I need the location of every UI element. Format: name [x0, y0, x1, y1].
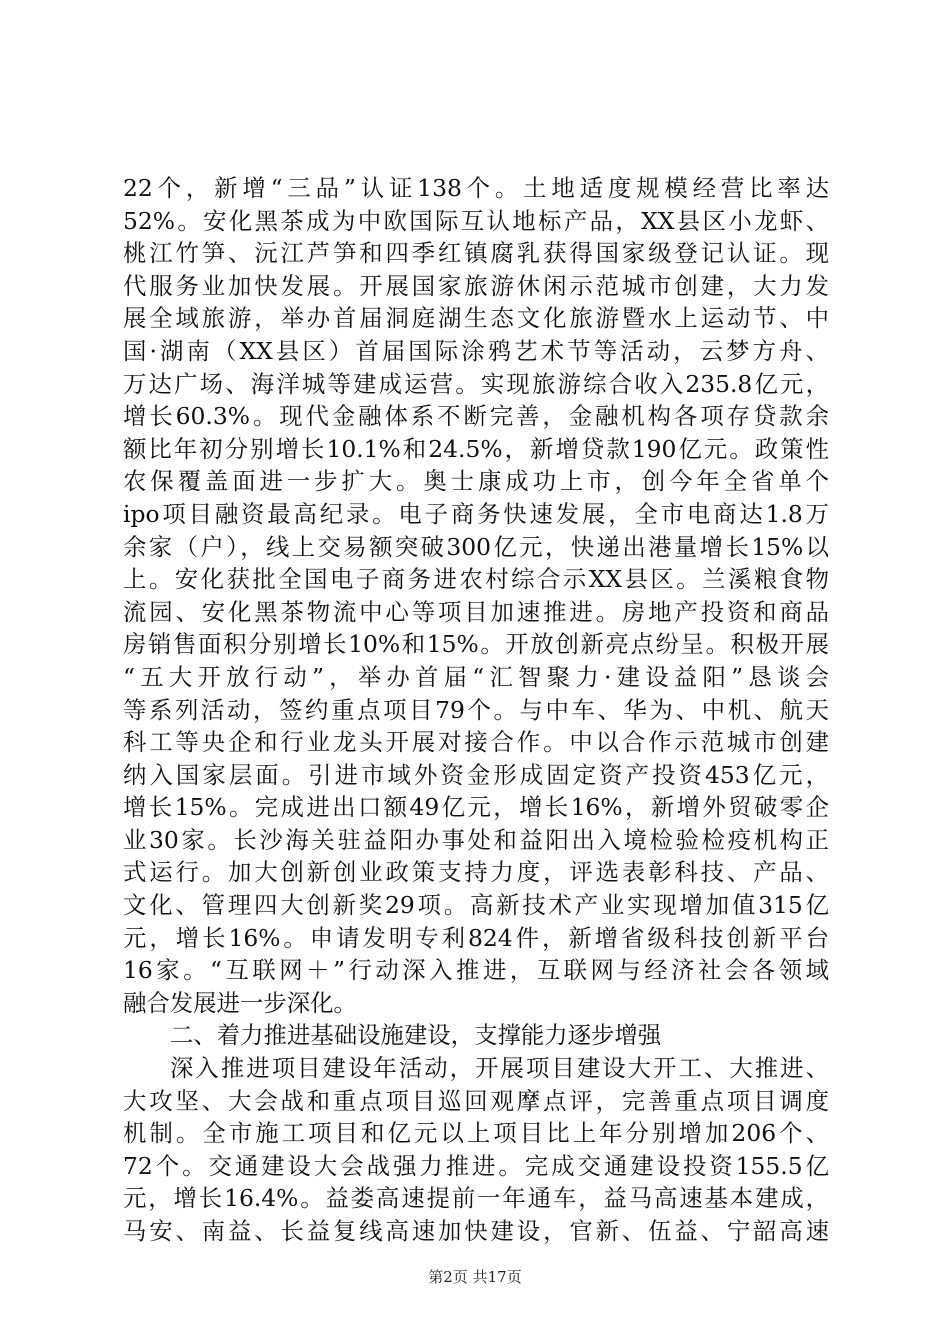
page-footer: 第2页 共17页	[428, 1268, 522, 1286]
text-line: 22个，新增“三品”认证138个。土地适度规模经营比率达	[123, 174, 829, 202]
text-line: 额比年初分别增长10.1%和24.5%，新增贷款190亿元。政策性	[123, 434, 829, 463]
text-line: 机制。全市施工项目和亿元以上项目比上年分别增加206个、	[123, 1119, 829, 1148]
text-line: 国·湖南（XX县区）首届国际涂鸦艺术节等活动，云梦方舟、	[123, 336, 829, 365]
text-line: 流园、安化黑茶物流中心等项目加速推进。房地产投资和商品	[123, 597, 829, 626]
text-line: 大攻坚、大会战和重点项目巡回观摩点评，完善重点项目调度	[123, 1086, 829, 1115]
text-line: 式运行。加大创新创业政策支持力度，评选表彰科技、产品、	[123, 858, 829, 887]
text-line: 纳入国家层面。引进市域外资金形成固定资产投资453亿元，	[123, 760, 829, 789]
text-line: 72个。交通建设大会战强力推进。完成交通建设投资155.5亿	[123, 1151, 829, 1180]
text-line: 16家。“互联网＋”行动深入推进，互联网与经济社会各领域	[123, 956, 829, 985]
text-line: 增长60.3%。现代金融体系不断完善，金融机构各项存贷款余	[123, 402, 829, 431]
text-line: ipo项目融资最高纪录。电子商务快速发展，全市电商达1.8万	[123, 499, 829, 528]
text-line: 业30家。长沙海关驻益阳办事处和益阳出入境检验检疫机构正	[123, 825, 829, 854]
text-line: 等系列活动，签约重点项目79个。与中车、华为、中机、航天	[123, 695, 829, 724]
text-line: 余家（户），线上交易额突破300亿元，快递出港量增长15%以	[123, 532, 829, 561]
text-line: 房销售面积分别增长10%和15%。开放创新亮点纷呈。积极开展	[123, 630, 829, 659]
text-line: “五大开放行动”，举办首届“汇智聚力·建设益阳”恳谈会	[123, 662, 829, 691]
text-line: 元，增长16%。申请发明专利824件，新增省级科技创新平台	[123, 923, 829, 952]
section-heading: 二、着力推进基础设施建设，支撑能力逐步增强	[170, 1021, 662, 1050]
text-line: 深入推进项目建设年活动，开展项目建设大开工、大推进、	[170, 1054, 829, 1083]
text-line: 桃江竹笋、沅江芦笋和四季红镇腐乳获得国家级登记认证。现	[123, 239, 829, 268]
text-line: 上。安化获批全国电子商务进农村综合示XX县区。兰溪粮食物	[123, 565, 829, 594]
text-line: 万达广场、海洋城等建成运营。实现旅游综合收入235.8亿元，	[123, 369, 829, 398]
text-line: 科工等央企和行业龙头开展对接合作。中以合作示范城市创建	[123, 728, 829, 757]
text-line: 融合发展进一步深化。	[123, 988, 357, 1017]
text-line: 马安、南益、长益复线高速加快建设，官新、伍益、宁韶高速	[123, 1217, 829, 1245]
text-line: 展全域旅游，举办首届洞庭湖生态文化旅游暨水上运动节、中	[123, 304, 829, 333]
text-line: 增长15%。完成进出口额49亿元，增长16%，新增外贸破零企	[123, 793, 829, 822]
text-line: 文化、管理四大创新奖29项。高新技术产业实现增加值315亿	[123, 891, 829, 920]
text-line: 52%。安化黑茶成为中欧国际互认地标产品，XX县区小龙虾、	[123, 206, 829, 235]
text-line: 农保覆盖面进一步扩大。奥士康成功上市，创今年全省单个	[123, 467, 829, 496]
text-line: 代服务业加快发展。开展国家旅游休闲示范城市创建，大力发	[123, 271, 829, 300]
body-text	[123, 172, 829, 1248]
text-line: 元，增长16.4%。益娄高速提前一年通车，益马高速基本建成，	[123, 1184, 829, 1213]
